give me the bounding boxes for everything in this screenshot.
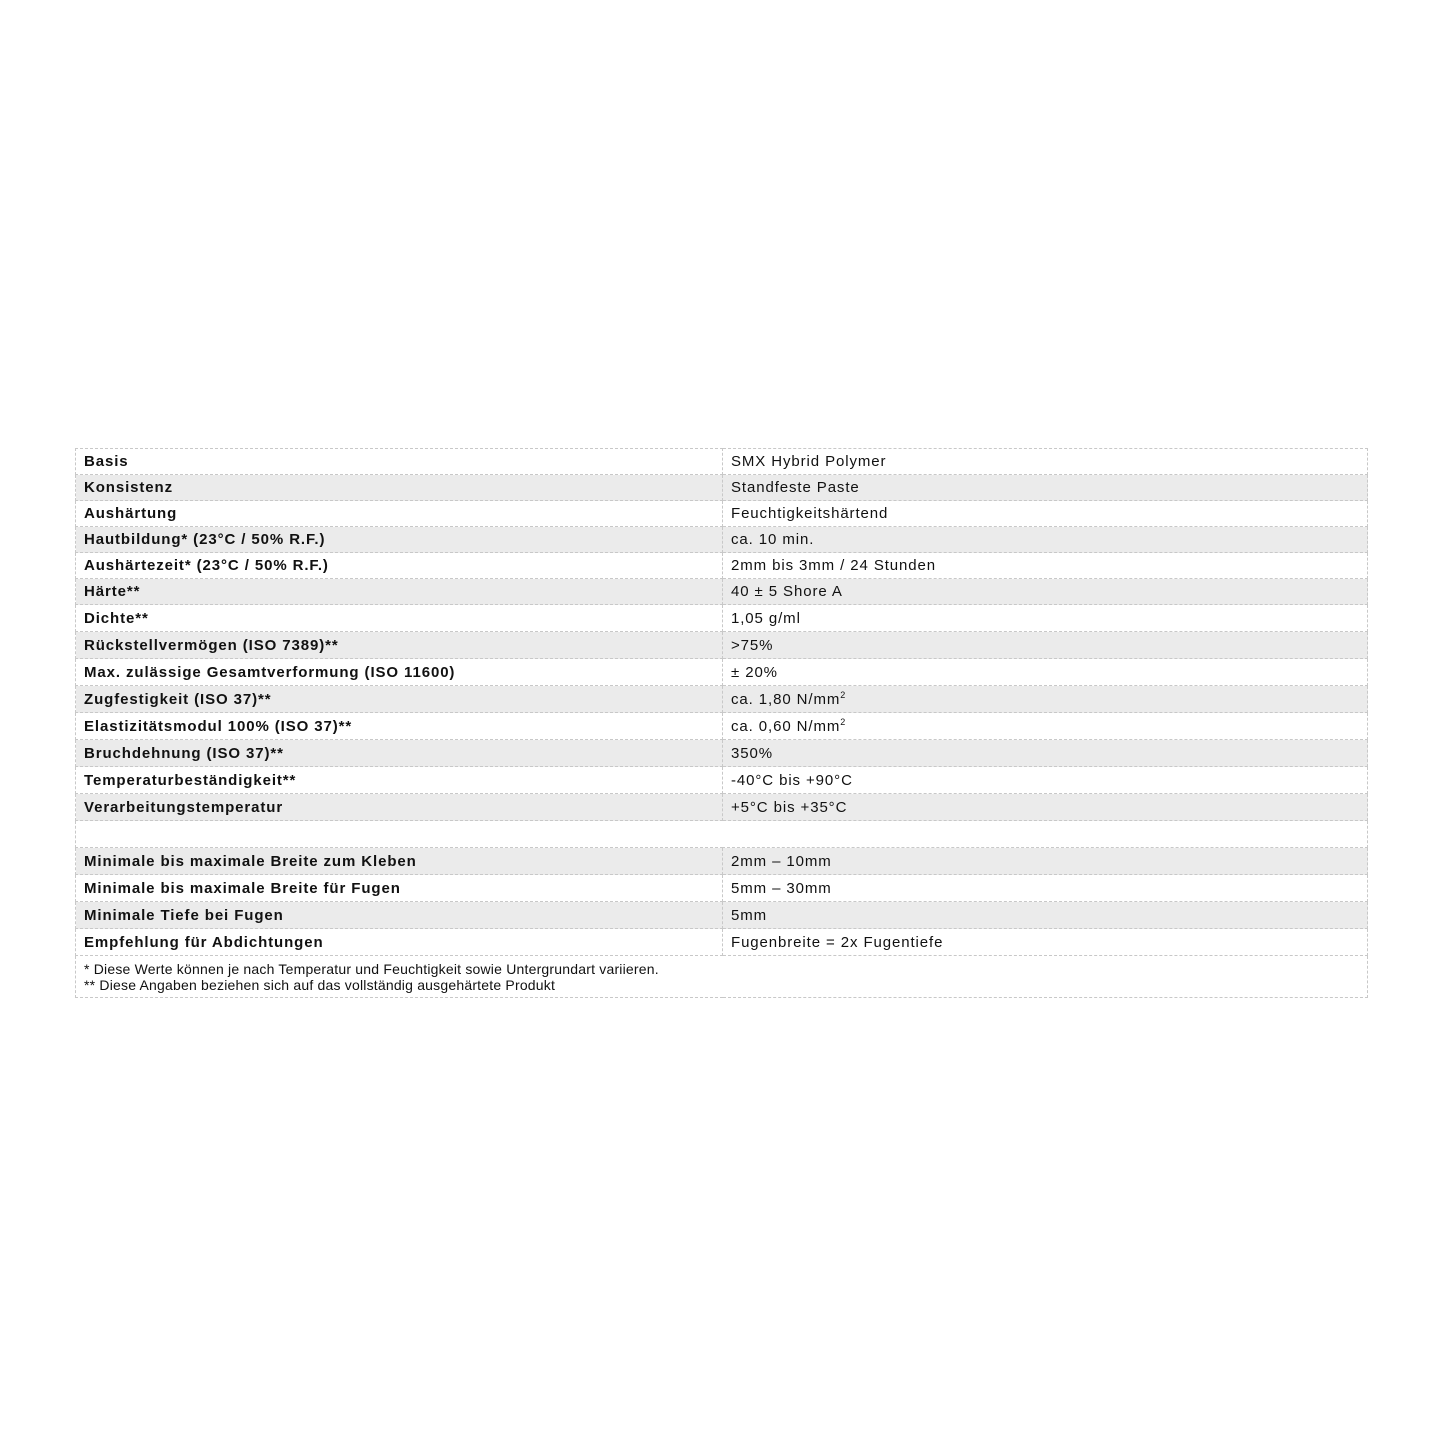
row-label: Aushärtung xyxy=(76,501,723,527)
row-value xyxy=(723,686,1368,713)
row-label: Hautbildung* (23°C / 50% R.F.) xyxy=(76,527,723,553)
footnotes-row xyxy=(76,956,1368,998)
row-value: 5mm – 30mm xyxy=(723,875,1368,902)
row-value xyxy=(723,713,1368,740)
row-label: Härte** xyxy=(76,579,723,605)
table-row xyxy=(76,527,1368,553)
row-label: Verarbeitungstemperatur xyxy=(76,794,723,821)
table-row xyxy=(76,659,1368,686)
table-row xyxy=(76,605,1368,632)
row-label: Empfehlung für Abdichtungen xyxy=(76,929,723,956)
value-text: ca. 0,60 N/mm xyxy=(731,717,841,735)
table-row xyxy=(76,902,1368,929)
row-value: 1,05 g/ml xyxy=(723,605,1368,632)
row-label: Max. zulässige Gesamtverformung (ISO 11600) xyxy=(76,659,723,686)
table-row xyxy=(76,686,1368,713)
table-row xyxy=(76,713,1368,740)
footnote-2: ** Diese Angaben beziehen sich auf das vollständig ausgehärtete Produkt xyxy=(84,976,556,993)
unit-exponent: 2 xyxy=(840,716,847,727)
spacer-row xyxy=(76,821,1368,848)
row-label: Minimale bis maximale Breite für Fugen xyxy=(76,875,723,902)
table-row xyxy=(76,501,1368,527)
footnotes-cell xyxy=(76,956,1368,998)
row-value: SMX Hybrid Polymer xyxy=(723,449,1368,475)
table-row xyxy=(76,875,1368,902)
unit-exponent: 2 xyxy=(840,689,847,700)
table-row xyxy=(76,929,1368,956)
table-row xyxy=(76,794,1368,821)
row-label: Rückstellvermögen (ISO 7389)** xyxy=(76,632,723,659)
row-label: Minimale bis maximale Breite zum Kleben xyxy=(76,848,723,875)
row-value: -40°C bis +90°C xyxy=(723,767,1368,794)
row-value: 2mm bis 3mm / 24 Stunden xyxy=(723,553,1368,579)
row-label: Aushärtezeit* (23°C / 50% R.F.) xyxy=(76,553,723,579)
row-value: 5mm xyxy=(723,902,1368,929)
row-value: 2mm – 10mm xyxy=(723,848,1368,875)
row-value: Feuchtigkeitshärtend xyxy=(723,501,1368,527)
row-value: >75% xyxy=(723,632,1368,659)
table-row xyxy=(76,632,1368,659)
row-value: Standfeste Paste xyxy=(723,475,1368,501)
table-row xyxy=(76,767,1368,794)
row-label: Dichte** xyxy=(76,605,723,632)
row-value: ± 20% xyxy=(723,659,1368,686)
spacer-cell xyxy=(76,821,1368,848)
table-row xyxy=(76,579,1368,605)
row-label: Bruchdehnung (ISO 37)** xyxy=(76,740,723,767)
spec-table xyxy=(75,448,1368,998)
row-label: Elastizitätsmodul 100% (ISO 37)** xyxy=(76,713,723,740)
row-label: Temperaturbeständigkeit** xyxy=(76,767,723,794)
table-row xyxy=(76,553,1368,579)
row-value: ca. 10 min. xyxy=(723,527,1368,553)
footnote-1: * Diese Werte können je nach Temperatur und Feuchtigkeit sowie Untergrundart variieren. xyxy=(84,960,659,977)
row-label: Minimale Tiefe bei Fugen xyxy=(76,902,723,929)
table-row xyxy=(76,848,1368,875)
value-text: ca. 1,80 N/mm xyxy=(731,690,841,708)
row-value: +5°C bis +35°C xyxy=(723,794,1368,821)
row-value: 40 ± 5 Shore A xyxy=(723,579,1368,605)
table-row xyxy=(76,475,1368,501)
row-value: Fugenbreite = 2x Fugentiefe xyxy=(723,929,1368,956)
table-row xyxy=(76,740,1368,767)
row-value: 350% xyxy=(723,740,1368,767)
row-label: Zugfestigkeit (ISO 37)** xyxy=(76,686,723,713)
row-label: Basis xyxy=(76,449,723,475)
row-label: Konsistenz xyxy=(76,475,723,501)
table-row xyxy=(76,449,1368,475)
